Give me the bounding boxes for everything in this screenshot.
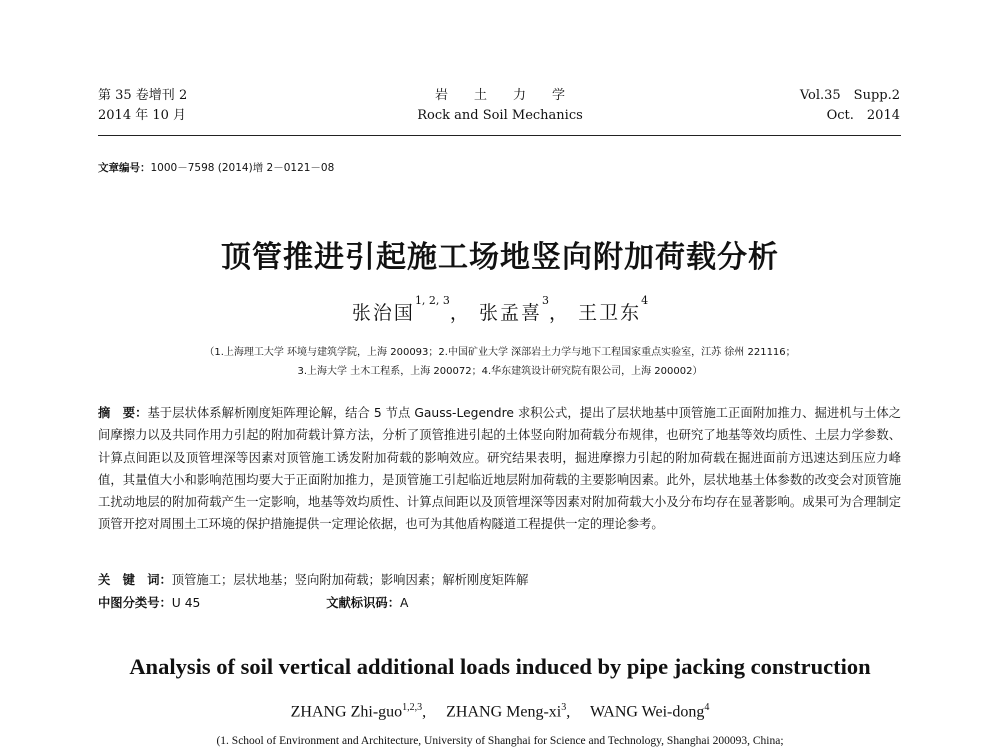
article-number-label: 文章编号：: [98, 162, 151, 174]
doc-code-label: 文献标识码：: [326, 596, 400, 610]
abstract-cn: [98, 402, 901, 536]
author-affiliation-sup: 4: [641, 294, 649, 307]
abstract-label: 摘 要：: [98, 406, 148, 420]
keywords-label: 关 键 词：: [98, 573, 172, 587]
volume-en: Vol.35 Supp.2: [799, 88, 900, 103]
doc-code-value: A: [400, 596, 409, 610]
clc-label: 中图分类号：: [98, 596, 172, 610]
author-name-en: ZHANG Meng-xi: [446, 703, 562, 721]
author-affiliation-sup: 3: [561, 702, 567, 713]
author-separator: ,: [566, 703, 571, 721]
abstract-text: 基于层状体系解析刚度矩阵理论解，结合 5 节点 Gauss-Legendre 求积公式，提出了层状地基中顶管施工正面附加推力、掘进机与土体之间摩擦力以及共同作用力引起的附加荷载计算方法，分析了顶管推进引起的土体竖向附加荷载分布规律，也研究了地基等效均质性、土层力学参数、计算点间距以及顶管埋深等因素对顶管施工诱发附加荷载的影响效应。研究结果表明，掘进摩擦力引起的附加荷载在掘进面前方迅速达到压应力峰值，其量值大小和影响范围均要大于正面附加推力，是顶管施工引起临近地层附加荷载的主要影响因素。此外，层状地基土体参数的改变会对顶管施工扰动地层的附加荷载产生一定影响，地基等效均质性、计算点间距以及顶管埋深等因素对附加荷载大小及分布均存在显著影响。成果可为合理制定顶管开挖对周围土工环境的保护措施提供一定理论依据，也可为其他盾构隧道工程提供一定的理论参考。: [98, 406, 901, 532]
date-en: Oct. 2014: [826, 108, 900, 123]
authors-en: [0, 702, 1000, 721]
author-affiliation-sup: 1,2,3: [402, 702, 423, 713]
clc-value: U 45: [171, 596, 201, 610]
journal-volume-en: [800, 86, 900, 126]
author-name: 张孟喜: [478, 302, 542, 324]
author-name: 张治国: [351, 302, 415, 324]
keywords-cn: [98, 569, 901, 591]
classification-line: [98, 592, 901, 614]
author-affiliation-sup: 1, 2, 3: [414, 294, 450, 307]
affiliation-line: （1.上海理工大学 环境与建筑学院，上海 200093；2.中国矿业大学 深部岩土力学与地下工程国家重点实验室，江苏 徐州 221116；: [204, 347, 796, 358]
author-affiliation-sup: 4: [704, 702, 710, 713]
header-rule: [98, 135, 901, 136]
author-separator: ,: [422, 703, 427, 721]
paper-title-cn: 顶管推进引起施工场地竖向附加荷载分析: [221, 240, 779, 275]
keywords-text: 顶管施工；层状地基；竖向附加荷载；影响因素；解析刚度矩阵解: [171, 573, 529, 587]
paper-title-en: Analysis of soil vertical additional loads induced by pipe jacking construction: [129, 654, 871, 679]
authors-cn: [0, 294, 1000, 325]
article-number-value: 1000－7598 (2014)增 2－0121－08: [150, 162, 335, 174]
affiliations-cn: [90, 343, 910, 381]
journal-name-cn: 岩 土 力 学: [434, 88, 565, 103]
author-separator: ，: [549, 302, 571, 324]
author-name: 王卫东: [578, 302, 642, 324]
article-number: [98, 160, 334, 175]
affiliation-line: 3.上海大学 土木工程系，上海 200072；4.华东建筑设计研究院有限公司，上海 200002）: [297, 366, 703, 377]
author-name-en: ZHANG Zhi-guo: [290, 703, 403, 721]
affiliation-en: (1. School of Environment and Architecture, University of Shanghai for Science and Technology, Shanghai 200093, China;: [216, 735, 784, 747]
volume-supplement: 第 35 卷增刊 2: [98, 88, 188, 103]
author-name-en: WANG Wei-dong: [589, 703, 705, 721]
author-separator: ，: [449, 302, 471, 324]
publication-date-cn: 2014 年 10 月: [98, 108, 187, 123]
author-affiliation-sup: 3: [542, 294, 549, 307]
journal-name-en: Rock and Soil Mechanics: [417, 108, 583, 123]
